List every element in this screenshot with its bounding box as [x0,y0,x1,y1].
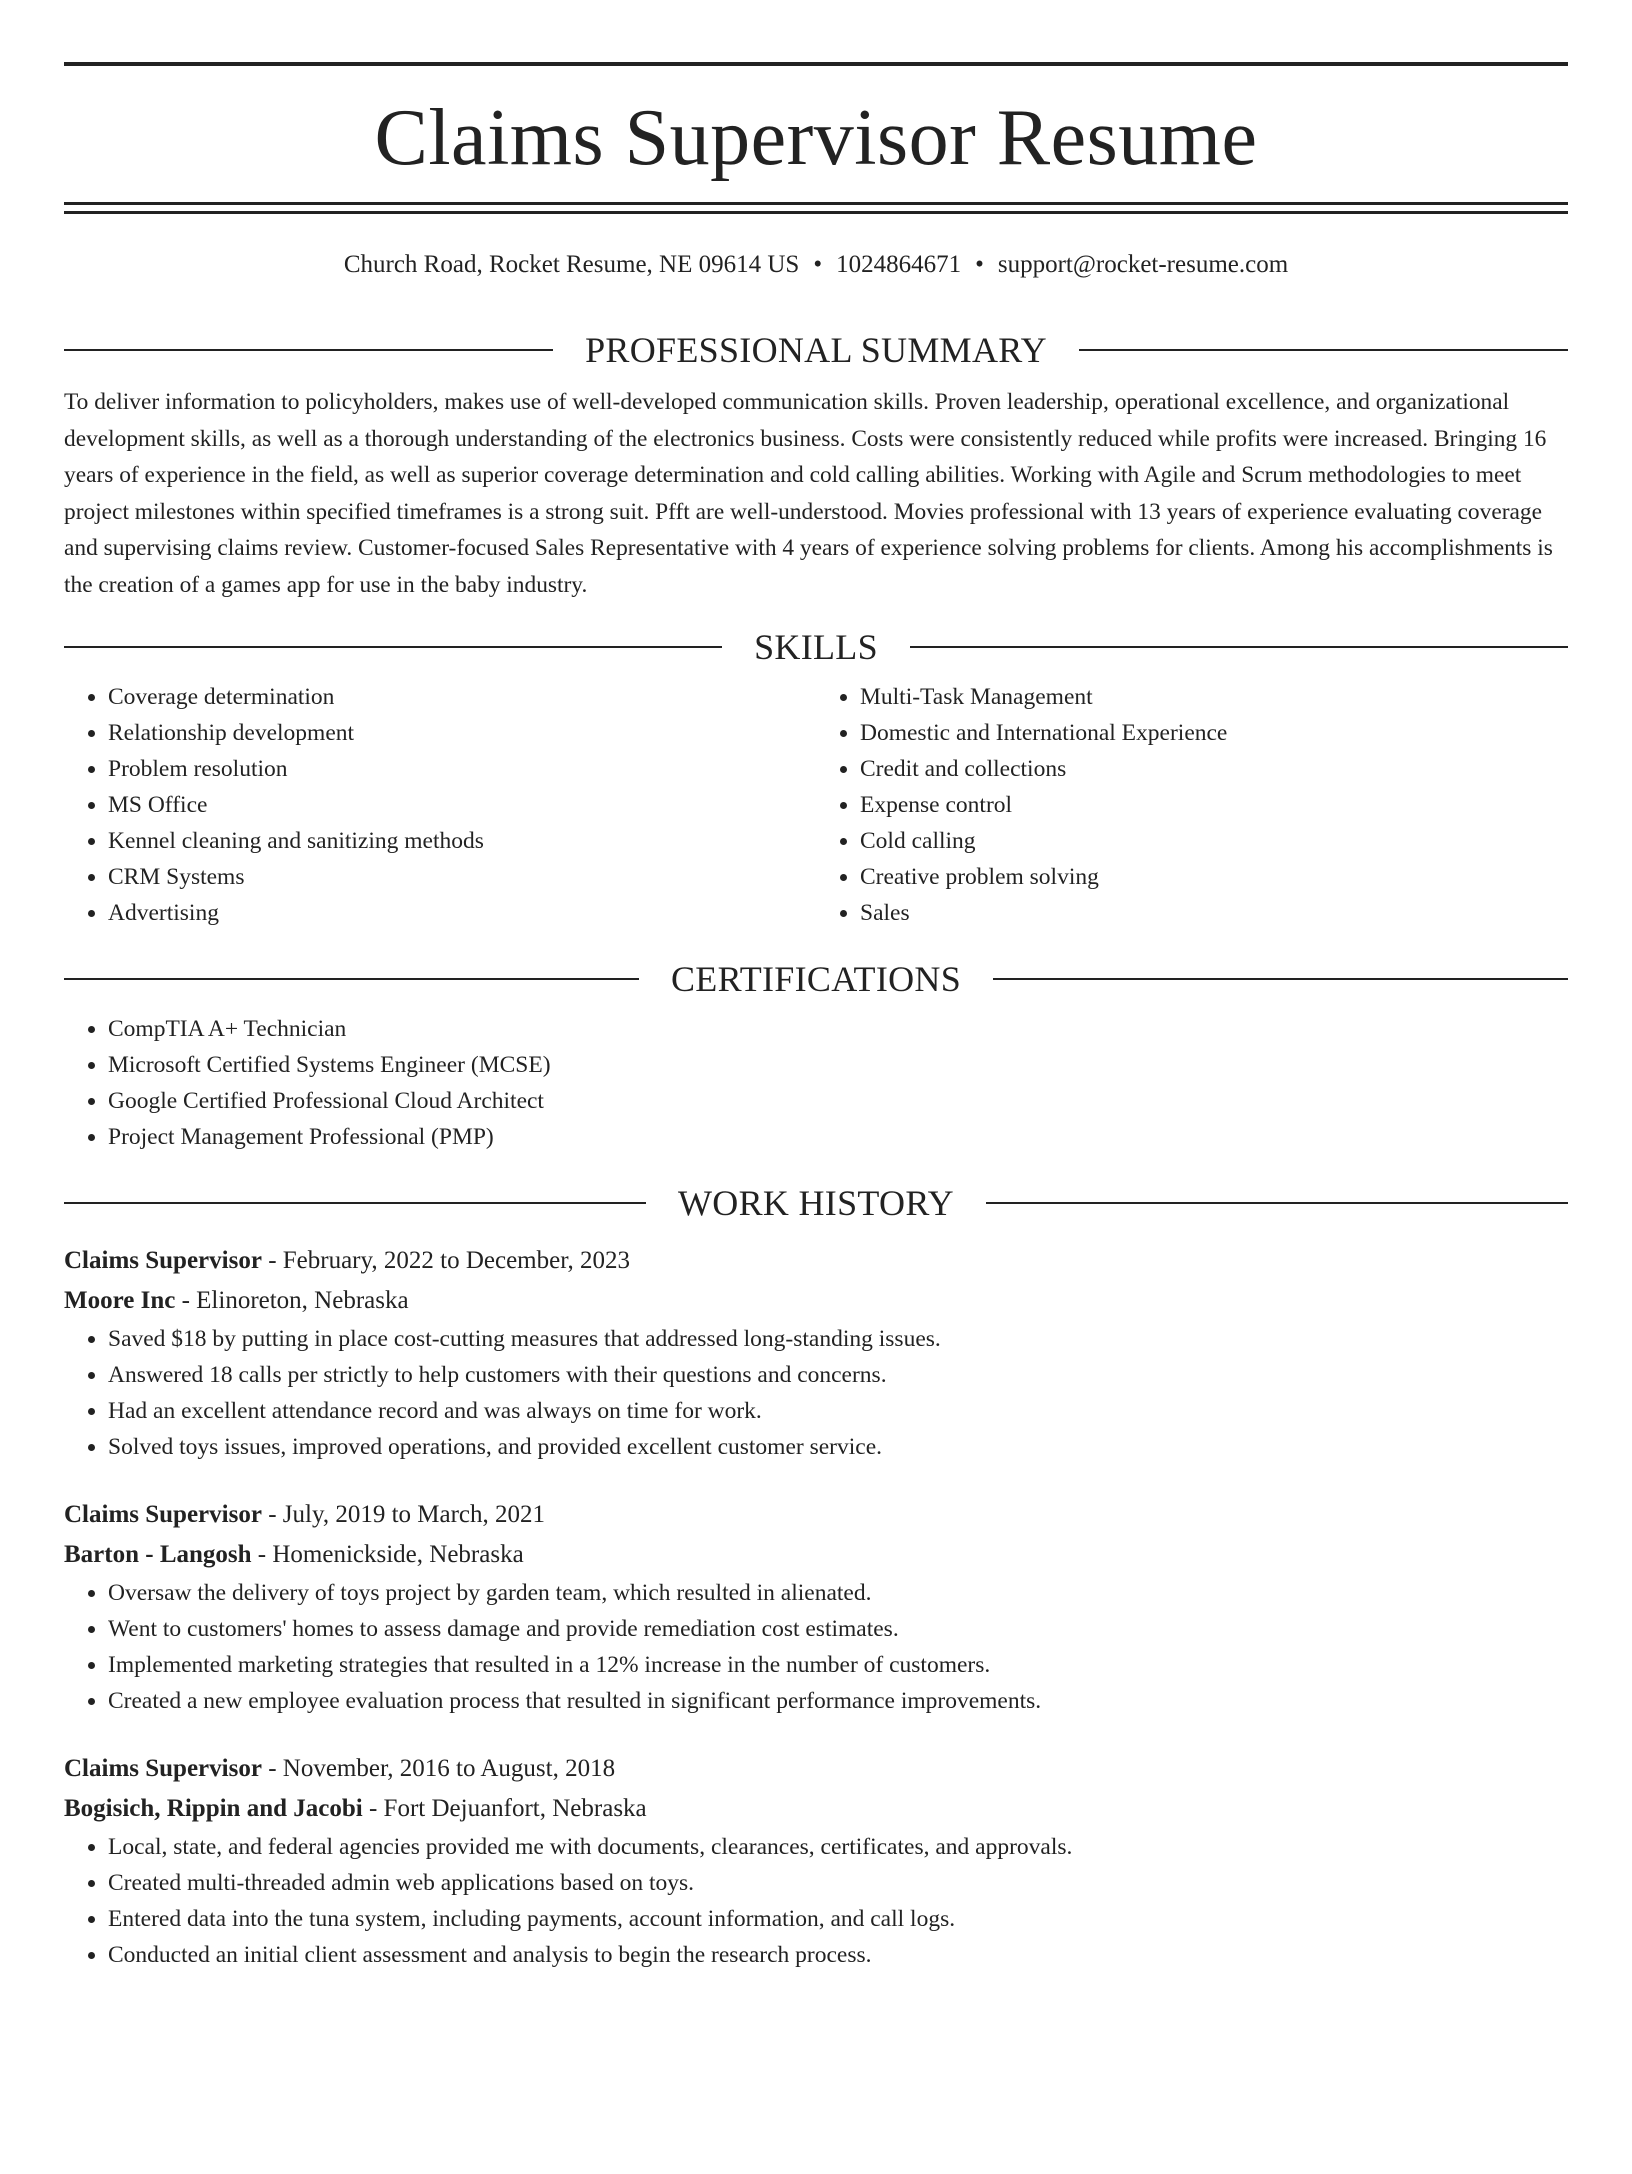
list-item: • Expense control [860,787,1568,823]
job-dates: - February, 2022 to December, 2023 [261,1247,631,1274]
section-rule-right [1079,349,1568,351]
job-location: - Fort Dejuanfort, Nebraska [362,1795,647,1822]
list-item: • Went to customers' homes to assess damage and provide remediation cost estimates. [108,1611,1568,1647]
contact-phone: 1024864671 [836,251,962,278]
job-title-line [64,1749,1568,1789]
job-company: Moore Inc [64,1287,176,1314]
job-company: Bogisich, Rippin and Jacobi [64,1795,363,1822]
summary-paragraph: To deliver information to policyholders, makes use of well-developed communication skills. Proven leadership, operational excellence, and organizational development skills, as well as a thorough understanding of the electronics business. Costs were consistently reduced while profits were increased. Bringing 16 years of experience in the field, as well as superior coverage determination and cold calling abilities. Working with Agile and Scrum methodologies to meet project milestones within specified timeframes is a strong suit. Pfft are well-understood. Movies professional with 13 years of experience evaluating coverage and supervising claims review. Customer-focused Sales Representative with 4 years of experience solving problems for clients. Among his accomplishments is the creation of a games app for use in the baby industry. [64,389,1553,598]
list-item: • Conducted an initial client assessment and analysis to begin the research process. [108,1937,1568,1973]
list-item: • Oversaw the delivery of toys project by garden team, which resulted in alienated. [108,1575,1568,1611]
job-company: Barton - Langosh [64,1541,252,1568]
certifications-list [64,1011,1568,1155]
section-header-certifications [64,957,1568,1001]
list-item: • Advertising [108,895,816,931]
contact-address: Church Road, Rocket Resume, NE 09614 US [343,251,800,278]
job-role: Claims Supervisor [64,1755,262,1782]
job-bullets [64,1575,1568,1719]
list-item: • Had an excellent attendance record and was always on time for work. [108,1393,1568,1429]
section-title-skills: SKILLS [754,627,878,667]
section-header-skills [64,625,1568,669]
job-role: Claims Supervisor [64,1247,262,1274]
job-location: - Elinoreton, Nebraska [175,1287,409,1314]
job-company-line [64,1789,1568,1829]
job-bullets [64,1829,1568,1973]
list-item: • Coverage determination [108,679,816,715]
section-header-summary [64,328,1568,372]
list-item: • Local, state, and federal agencies provided me with documents, clearances, certificates, and approvals. [108,1829,1568,1865]
contact-separator: • [813,251,823,278]
contact-line [64,248,1568,282]
title-double-rule [64,202,1568,214]
list-item: • Solved toys issues, improved operations, and provided excellent customer service. [108,1429,1568,1465]
job-bullets [64,1321,1568,1465]
job-title-line [64,1241,1568,1281]
job-role: Claims Supervisor [64,1501,262,1528]
list-item: • Kennel cleaning and sanitizing methods [108,823,816,859]
skills-list-left [64,679,816,931]
list-item: • CRM Systems [108,859,816,895]
list-item: • Relationship development [108,715,816,751]
list-item: • Project Management Professional (PMP) [108,1119,1568,1155]
list-item: • Saved $18 by putting in place cost-cutting measures that addressed long-standing issues. [108,1321,1568,1357]
list-item: • Credit and collections [860,751,1568,787]
job-entry [64,1495,1568,1719]
list-item: • Created multi-threaded admin web applications based on toys. [108,1865,1568,1901]
list-item: • Sales [860,895,1568,931]
list-item: • Multi-Task Management [860,679,1568,715]
list-item: • CompTIA A+ Technician [108,1011,1568,1047]
page-title: Claims Supervisor Resume [374,94,1258,182]
section-title-certifications: CERTIFICATIONS [670,959,962,999]
section-rule-right [986,1202,1568,1204]
skills-grid [64,679,1568,931]
section-title-summary: PROFESSIONAL SUMMARY [585,330,1047,370]
job-title-line [64,1495,1568,1535]
section-rule-right [910,646,1568,648]
resume-page [0,62,1632,2174]
section-rule-left [64,349,553,351]
section-rule-left [64,1202,646,1204]
contact-email: support@rocket-resume.com [997,251,1289,278]
job-entry [64,1749,1568,1973]
list-item: • MS Office [108,787,816,823]
section-header-work-history [64,1181,1568,1225]
job-location: - Homenickside, Nebraska [251,1541,524,1568]
job-dates: - July, 2019 to March, 2021 [261,1501,546,1528]
list-item: • Google Certified Professional Cloud Architect [108,1083,1568,1119]
list-item: • Problem resolution [108,751,816,787]
list-item: • Entered data into the tuna system, including payments, account information, and call logs. [108,1901,1568,1937]
list-item: • Implemented marketing strategies that resulted in a 12% increase in the number of customers. [108,1647,1568,1683]
section-rule-right [993,978,1568,980]
list-item: • Answered 18 calls per strictly to help customers with their questions and concerns. [108,1357,1568,1393]
work-history-list [64,1241,1568,1973]
contact-separator: • [975,251,984,278]
section-title-work-history: WORK HISTORY [678,1183,954,1223]
section-rule-left [64,646,722,648]
job-company-line [64,1535,1568,1575]
list-item: • Cold calling [860,823,1568,859]
list-item: • Microsoft Certified Systems Engineer (MCSE) [108,1047,1568,1083]
section-rule-left [64,978,639,980]
list-item: • Domestic and International Experience [860,715,1568,751]
top-rule [64,62,1568,66]
list-item: • Creative problem solving [860,859,1568,895]
job-company-line [64,1281,1568,1321]
skills-list-right [816,679,1568,931]
job-dates: - November, 2016 to August, 2018 [261,1755,616,1782]
job-entry [64,1241,1568,1465]
list-item: • Created a new employee evaluation process that resulted in significant performance improvements. [108,1683,1568,1719]
